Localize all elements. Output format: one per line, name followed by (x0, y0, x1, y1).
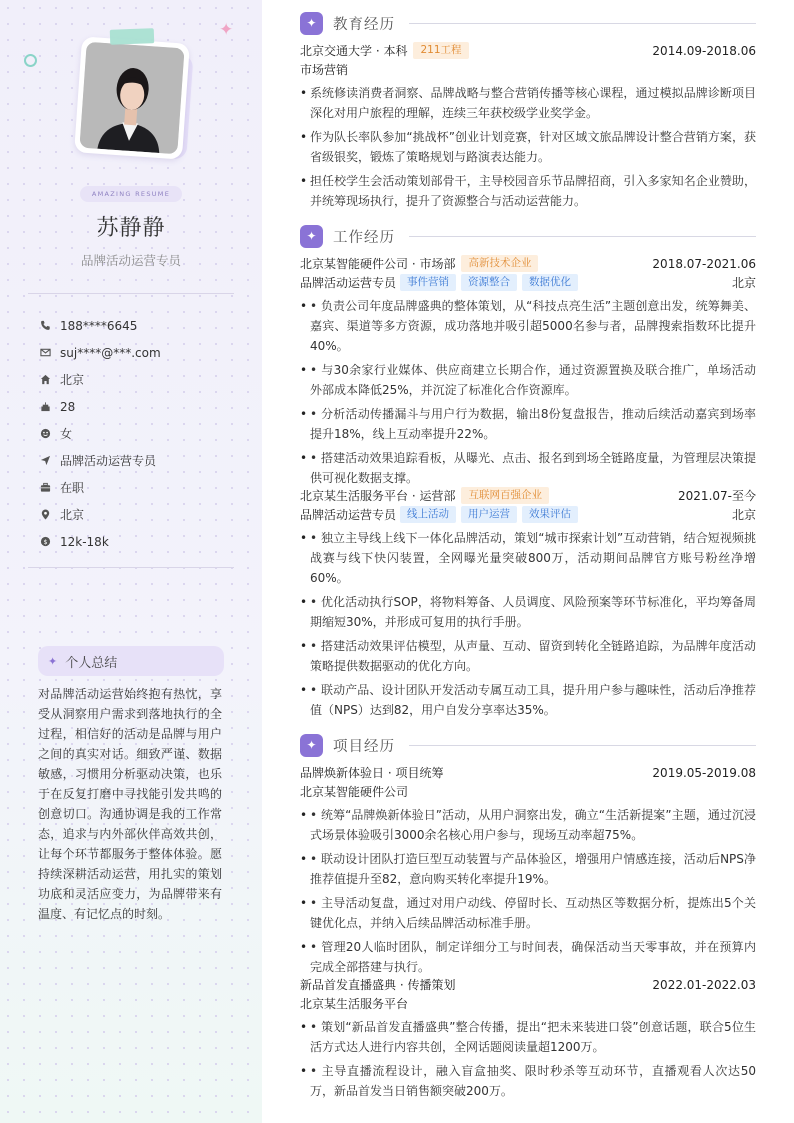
list-item: • • 独立主导线上线下一体化品牌活动，策划“城市探索计划”互动营销，结合短视频挑战赛与线下快闪装置，全网曝光量突破800万，活动期间品牌官方账号粉丝净增60%。 (300, 528, 756, 588)
list-item: • • 主导活动复盘，通过对用户动线、停留时长、互动热区等数据分析，提炼出5个关键优化点，并纳入后续品牌活动标准手册。 (300, 893, 756, 933)
work-role-group (300, 506, 583, 523)
project-org-row (300, 782, 756, 801)
education-school: 北京交通大学 · 本科 (300, 44, 408, 58)
send-icon (40, 455, 60, 466)
work-bullets (300, 296, 756, 488)
summary-text: 对品牌活动运营始终抱有热忱，享受从洞察用户需求到落地执行的全过程，相信好的活动是品牌与用户之间的真实对话。细致严谨、数据敏感，习惯用分析驱动决策，也乐于在反复打磨中寻找能引发共鸣的创意切口。沟通协调是我的工作常态，追求与内外部伙伴高效共创，让每个环节都服务于整体体验。愿持续深耕活动运营，用扎实的策划功底和灵活应变力，为品牌带来有温度、有记忆点的时刻。 (38, 687, 222, 921)
education-major-row (300, 60, 756, 79)
work-role-row (300, 273, 756, 292)
list-item: • 担任校学生会活动策划部骨干，主导校园音乐节品牌招商，引入多家知名企业赞助，并统筹现场执行，提升了资源整合与活动运营能力。 (300, 171, 756, 211)
profile-photo-frame (74, 36, 190, 159)
sparkle-icon: ✦ (48, 654, 58, 668)
education-tag: 211工程 (413, 42, 468, 59)
work-header (300, 254, 756, 273)
list-item: • • 与30余家行业媒体、供应商建立长期合作，通过资源置换及联合推广，单场活动外部成本降低25%，并沉淀了标准化合作资源库。 (300, 360, 756, 400)
work-role-group (300, 274, 583, 291)
company-tag: 高新技术企业 (461, 255, 538, 272)
work-bullets (300, 528, 756, 720)
sparkle-icon: ✦ (300, 734, 323, 757)
resume-badge: AMAZING RESUME (80, 186, 182, 202)
home-icon (40, 374, 60, 385)
section-title: 项目经历 (333, 738, 395, 755)
list-item: • • 搭建活动效果评估模型，从声量、互动、留资到转化全链路追踪，为品牌年度活动策略提供数据驱动的优化方向。 (300, 636, 756, 676)
education-entry (300, 41, 756, 215)
briefcase-icon (40, 482, 60, 493)
work-header (300, 486, 756, 505)
project-dates: 2022.01-2022.03 (652, 977, 756, 992)
project-name: 新品首发直播盛典 · 传播策划 (300, 978, 456, 992)
project-org: 北京某智能硬件公司 (300, 785, 409, 799)
contact-age-value: 28 (60, 399, 76, 414)
work-company-group (300, 255, 538, 272)
section-projects-heading (300, 732, 756, 758)
sidebar (0, 0, 262, 1123)
svg-text:$: $ (43, 537, 48, 546)
project-header (300, 975, 756, 994)
list-item: • • 负责公司年度品牌盛典的整体策划，从“科技点亮生活”主题创意出发，统筹舞美、嘉宾、渠道等多方资源，成功落地并吸引超5000名参与者，品牌搜索指数环比提升40%。 (300, 296, 756, 356)
summary-heading (38, 646, 224, 676)
gender-icon (40, 428, 60, 439)
company-tag: 互联网百强企业 (461, 487, 549, 504)
contact-email (40, 339, 161, 366)
list-item: • • 搭建活动效果追踪看板，从曝光、点击、报名到到场全链路度量，为管理层决策提供可视化数据支撑。 (300, 448, 756, 488)
list-item: • • 分析活动传播漏斗与用户行为数据，输出8份复盘报告，推动后续活动嘉宾到场率提升18%，线上互动率提升22%。 (300, 404, 756, 444)
work-company: 北京某智能硬件公司 · 市场部 (300, 257, 456, 271)
mail-icon (40, 347, 60, 358)
work-entry (300, 254, 756, 492)
work-company-group (300, 487, 549, 504)
contact-email-value: suj****@***.com (60, 345, 161, 360)
contact-salary (40, 528, 161, 555)
list-item: • • 统筹“品牌焕新体验日”活动，从用户洞察出发，确立“生活新提案”主题，通过沉浸式场景体验吸引3000余名核心用户参与，现场互动率超75%。 (300, 805, 756, 845)
section-title: 工作经历 (333, 229, 395, 246)
section-education-heading (300, 10, 756, 36)
profile-photo (79, 42, 184, 155)
contact-status (40, 474, 161, 501)
project-org: 北京某生活服务平台 (300, 997, 409, 1011)
project-header (300, 763, 756, 782)
sparkle-icon: ✦ (300, 12, 323, 35)
contact-target-role-value: 品牌活动运营专员 (60, 454, 157, 468)
skill-tag: 资源整合 (461, 274, 517, 291)
project-dates: 2019.05-2019.08 (652, 765, 756, 780)
skill-tag: 效果评估 (522, 506, 578, 523)
sparkle-icon: ✦ (300, 225, 323, 248)
section-divider (409, 745, 756, 746)
section-work-heading (300, 223, 756, 249)
contact-salary-value: 12k-18k (60, 534, 109, 549)
phone-icon (40, 320, 60, 331)
contact-list (40, 312, 161, 555)
work-city: 北京 (731, 276, 756, 290)
list-item: • 作为队长率队参加“挑战杯”创业计划竞赛，针对区域文旅品牌设计整合营销方案，获省级银奖，锻炼了策略规划与路演表达能力。 (300, 127, 756, 167)
skill-tags (400, 506, 583, 523)
contact-phone (40, 312, 161, 339)
list-item: • 系统修读消费者洞察、品牌战略与整合营销传播等核心课程，通过模拟品牌诊断项目深化对用户旅程的理解，连续三年获校级学业奖学金。 (300, 83, 756, 123)
work-role: 品牌活动运营专员 (300, 508, 397, 522)
skill-tag: 线上活动 (400, 506, 456, 523)
candidate-title: 品牌活动运营专员 (80, 253, 181, 268)
section-title: 教育经历 (333, 16, 395, 33)
education-major: 市场营销 (300, 63, 349, 77)
skill-tags (400, 274, 583, 291)
contact-phone-value: 188****6645 (60, 318, 138, 333)
list-item: • • 策划“新品首发直播盛典”整合传播，提出“把未来装进口袋”创意话题，联合5位生活方式达人进行内容共创，全网话题阅读量超1200万。 (300, 1017, 756, 1057)
work-entry (300, 486, 756, 724)
project-org-row (300, 994, 756, 1013)
contact-location-value: 北京 (60, 508, 85, 522)
project-entry (300, 763, 756, 981)
cake-icon (40, 401, 60, 412)
decorative-ring-icon (24, 54, 37, 67)
work-role-row (300, 505, 756, 524)
work-dates: 2021.07-至今 (678, 489, 756, 503)
education-school-group (300, 42, 469, 59)
project-bullets (300, 805, 756, 977)
list-item: • • 联动产品、设计团队开发活动专属互动工具，提升用户参与趣味性，活动后净推荐值（NPS）达到82，用户自发分享率达35%。 (300, 680, 756, 720)
education-header (300, 41, 756, 60)
list-item: • • 管理20人临时团队，制定详细分工与时间表，确保活动当天零事故，并在预算内完成全部搭建与执行。 (300, 937, 756, 977)
contact-age (40, 393, 161, 420)
skill-tag: 用户运营 (461, 506, 517, 523)
contact-home (40, 366, 161, 393)
education-bullets (300, 83, 756, 211)
photo-tape (110, 28, 154, 45)
list-item: • • 优化活动执行SOP，将物料筹备、人员调度、风险预案等环节标准化，平均筹备周期缩短30%，并形成可复用的执行手册。 (300, 592, 756, 632)
project-entry (300, 975, 756, 1105)
work-city: 北京 (731, 508, 756, 522)
education-dates: 2014.09-2018.06 (652, 43, 756, 58)
list-item: • • 主导直播流程设计，融入盲盒抽奖、限时秒杀等互动环节，直播观看人次达50万，新品首发当日销售额突破200万。 (300, 1061, 756, 1101)
section-divider (409, 23, 756, 24)
contact-location (40, 501, 161, 528)
section-divider (409, 236, 756, 237)
project-bullets (300, 1017, 756, 1101)
project-name: 品牌焕新体验日 · 项目统筹 (300, 766, 444, 780)
work-role: 品牌活动运营专员 (300, 276, 397, 290)
contact-status-value: 在职 (60, 481, 85, 495)
salary-icon (40, 536, 60, 547)
skill-tag: 事件营销 (400, 274, 456, 291)
contact-home-value: 北京 (60, 373, 85, 387)
contact-gender (40, 420, 161, 447)
summary-title: 个人总结 (65, 655, 118, 671)
work-dates: 2018.07-2021.06 (652, 256, 756, 271)
skill-tag: 数据优化 (522, 274, 578, 291)
divider (28, 567, 234, 568)
list-item: • • 联动设计团队打造巨型互动装置与产品体验区，增强用户情感连接，活动后NPS净推荐值提升至82，意向购买转化率提升19%。 (300, 849, 756, 889)
candidate-name: 苏静静 (96, 216, 166, 241)
contact-target-role (40, 447, 161, 474)
location-pin-icon (40, 509, 60, 520)
avatar-portrait-icon (79, 42, 184, 155)
divider (28, 293, 234, 294)
contact-gender-value: 女 (60, 427, 73, 441)
work-company: 北京某生活服务平台 · 运营部 (300, 489, 456, 503)
decorative-sparkle-icon: ✦ (219, 20, 234, 40)
